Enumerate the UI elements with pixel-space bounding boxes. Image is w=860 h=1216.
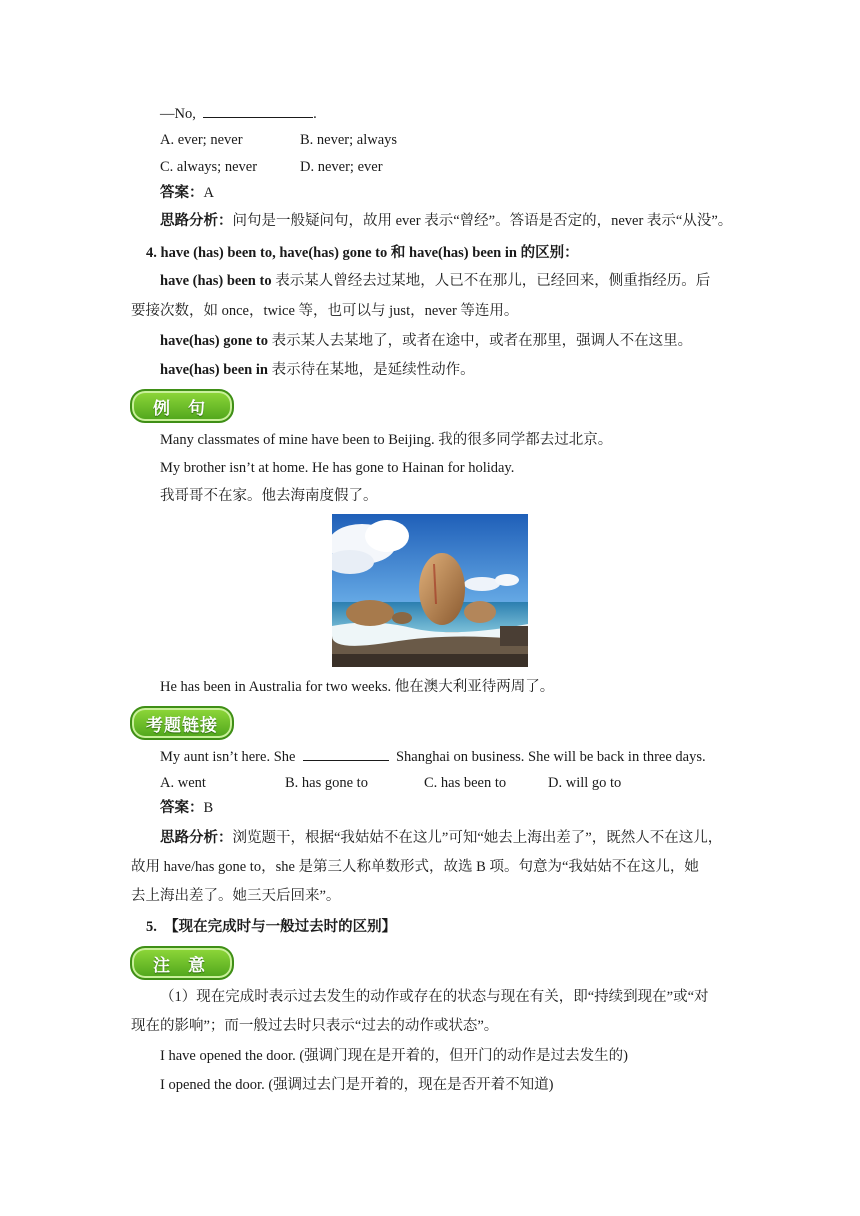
question-tail: —No, . xyxy=(160,103,317,124)
option-b: B. never; always xyxy=(300,132,398,148)
example-1: Many classmates of mine have been to Beijing. 我的很多同学都去过北京。 xyxy=(160,432,613,448)
note-1-line2: 现在的影响”；而一般过去时只表示“过去的动作或状态”。 xyxy=(131,1018,499,1034)
explain-been-to-line1: have (has) been to 表示某人曾经去过某地，人已不在那儿，已经回来，侧重指经历。后 xyxy=(160,273,711,289)
section-5-title: 5. 【现在完成时与一般过去时的区别】 xyxy=(146,919,397,935)
explain-been-in: have(has) been in 表示待在某地，是延续性动作。 xyxy=(160,362,475,378)
answer-2: 答案：B xyxy=(160,800,214,816)
explain-gone-to: have(has) gone to 表示某人去某地了，或者在途中，或者在那里，强调人不在这里。 xyxy=(160,333,693,349)
section-4-title: 4. have (has) been to, have(has) gone to 和 have(has) been in 的区别： xyxy=(146,245,579,261)
example-2: My brother isn’t at home. He has gone to Hainan for holiday. xyxy=(160,460,515,476)
analysis-2-line2: 故用 have/has gone to，she 是第三人称单数形式，故选 B 项。句意为“我姑姑不在这儿，她 xyxy=(131,859,699,875)
analysis-2-line3: 去上海出差了。她三天后回来”。 xyxy=(131,888,341,904)
exam-link-badge: 考题链接 xyxy=(130,706,234,740)
example-3: He has been in Australia for two weeks. 他在澳大利亚待两周了。 xyxy=(160,679,555,695)
example-2-translation: 我哥哥不在家。他去海南度假了。 xyxy=(160,488,378,504)
beach-rock-illustration xyxy=(332,514,528,667)
note-badge: 注 意 xyxy=(130,946,234,980)
answer-blank-2 xyxy=(303,746,389,761)
explain-been-to-line2: 要接次数，如 once，twice 等，也可以与 just，never 等连用。 xyxy=(131,303,519,319)
beach-rock-photo xyxy=(332,514,528,667)
analysis-2-line1: 思路分析：浏览题干，根据“我姑姑不在这儿”可知“她去上海出差了”，既然人不在这儿， xyxy=(160,830,723,846)
option-c: C. always; never xyxy=(160,159,258,175)
question-2: My aunt isn’t here. She Shanghai on business. She will be back in three days. xyxy=(160,746,706,767)
q2-option-d: D. will go to xyxy=(548,775,622,791)
answer-1: 答案：A xyxy=(160,185,214,201)
q2-option-a: A. went xyxy=(160,775,206,791)
note-1-line1: （1）现在完成时表示过去发生的动作或存在的状态与现在有关，即“持续到现在”或“对 xyxy=(160,989,709,1005)
analysis-1: 思路分析：问句是一般疑问句，故用 ever 表示“曾经”。答语是否定的，never 表示“从没”。 xyxy=(160,213,733,229)
answer-blank xyxy=(203,103,313,118)
example-4: I have opened the door. (强调门现在是开着的，但开门的动作是过去发生的) xyxy=(160,1048,628,1064)
example-5: I opened the door. (强调过去门是开着的，现在是否开着不知道) xyxy=(160,1077,554,1093)
example-badge: 例 句 xyxy=(130,389,234,423)
q2-option-b: B. has gone to xyxy=(285,775,368,791)
option-a: A. ever; never xyxy=(160,132,243,148)
q2-option-c: C. has been to xyxy=(424,775,507,791)
option-d: D. never; ever xyxy=(300,159,383,175)
